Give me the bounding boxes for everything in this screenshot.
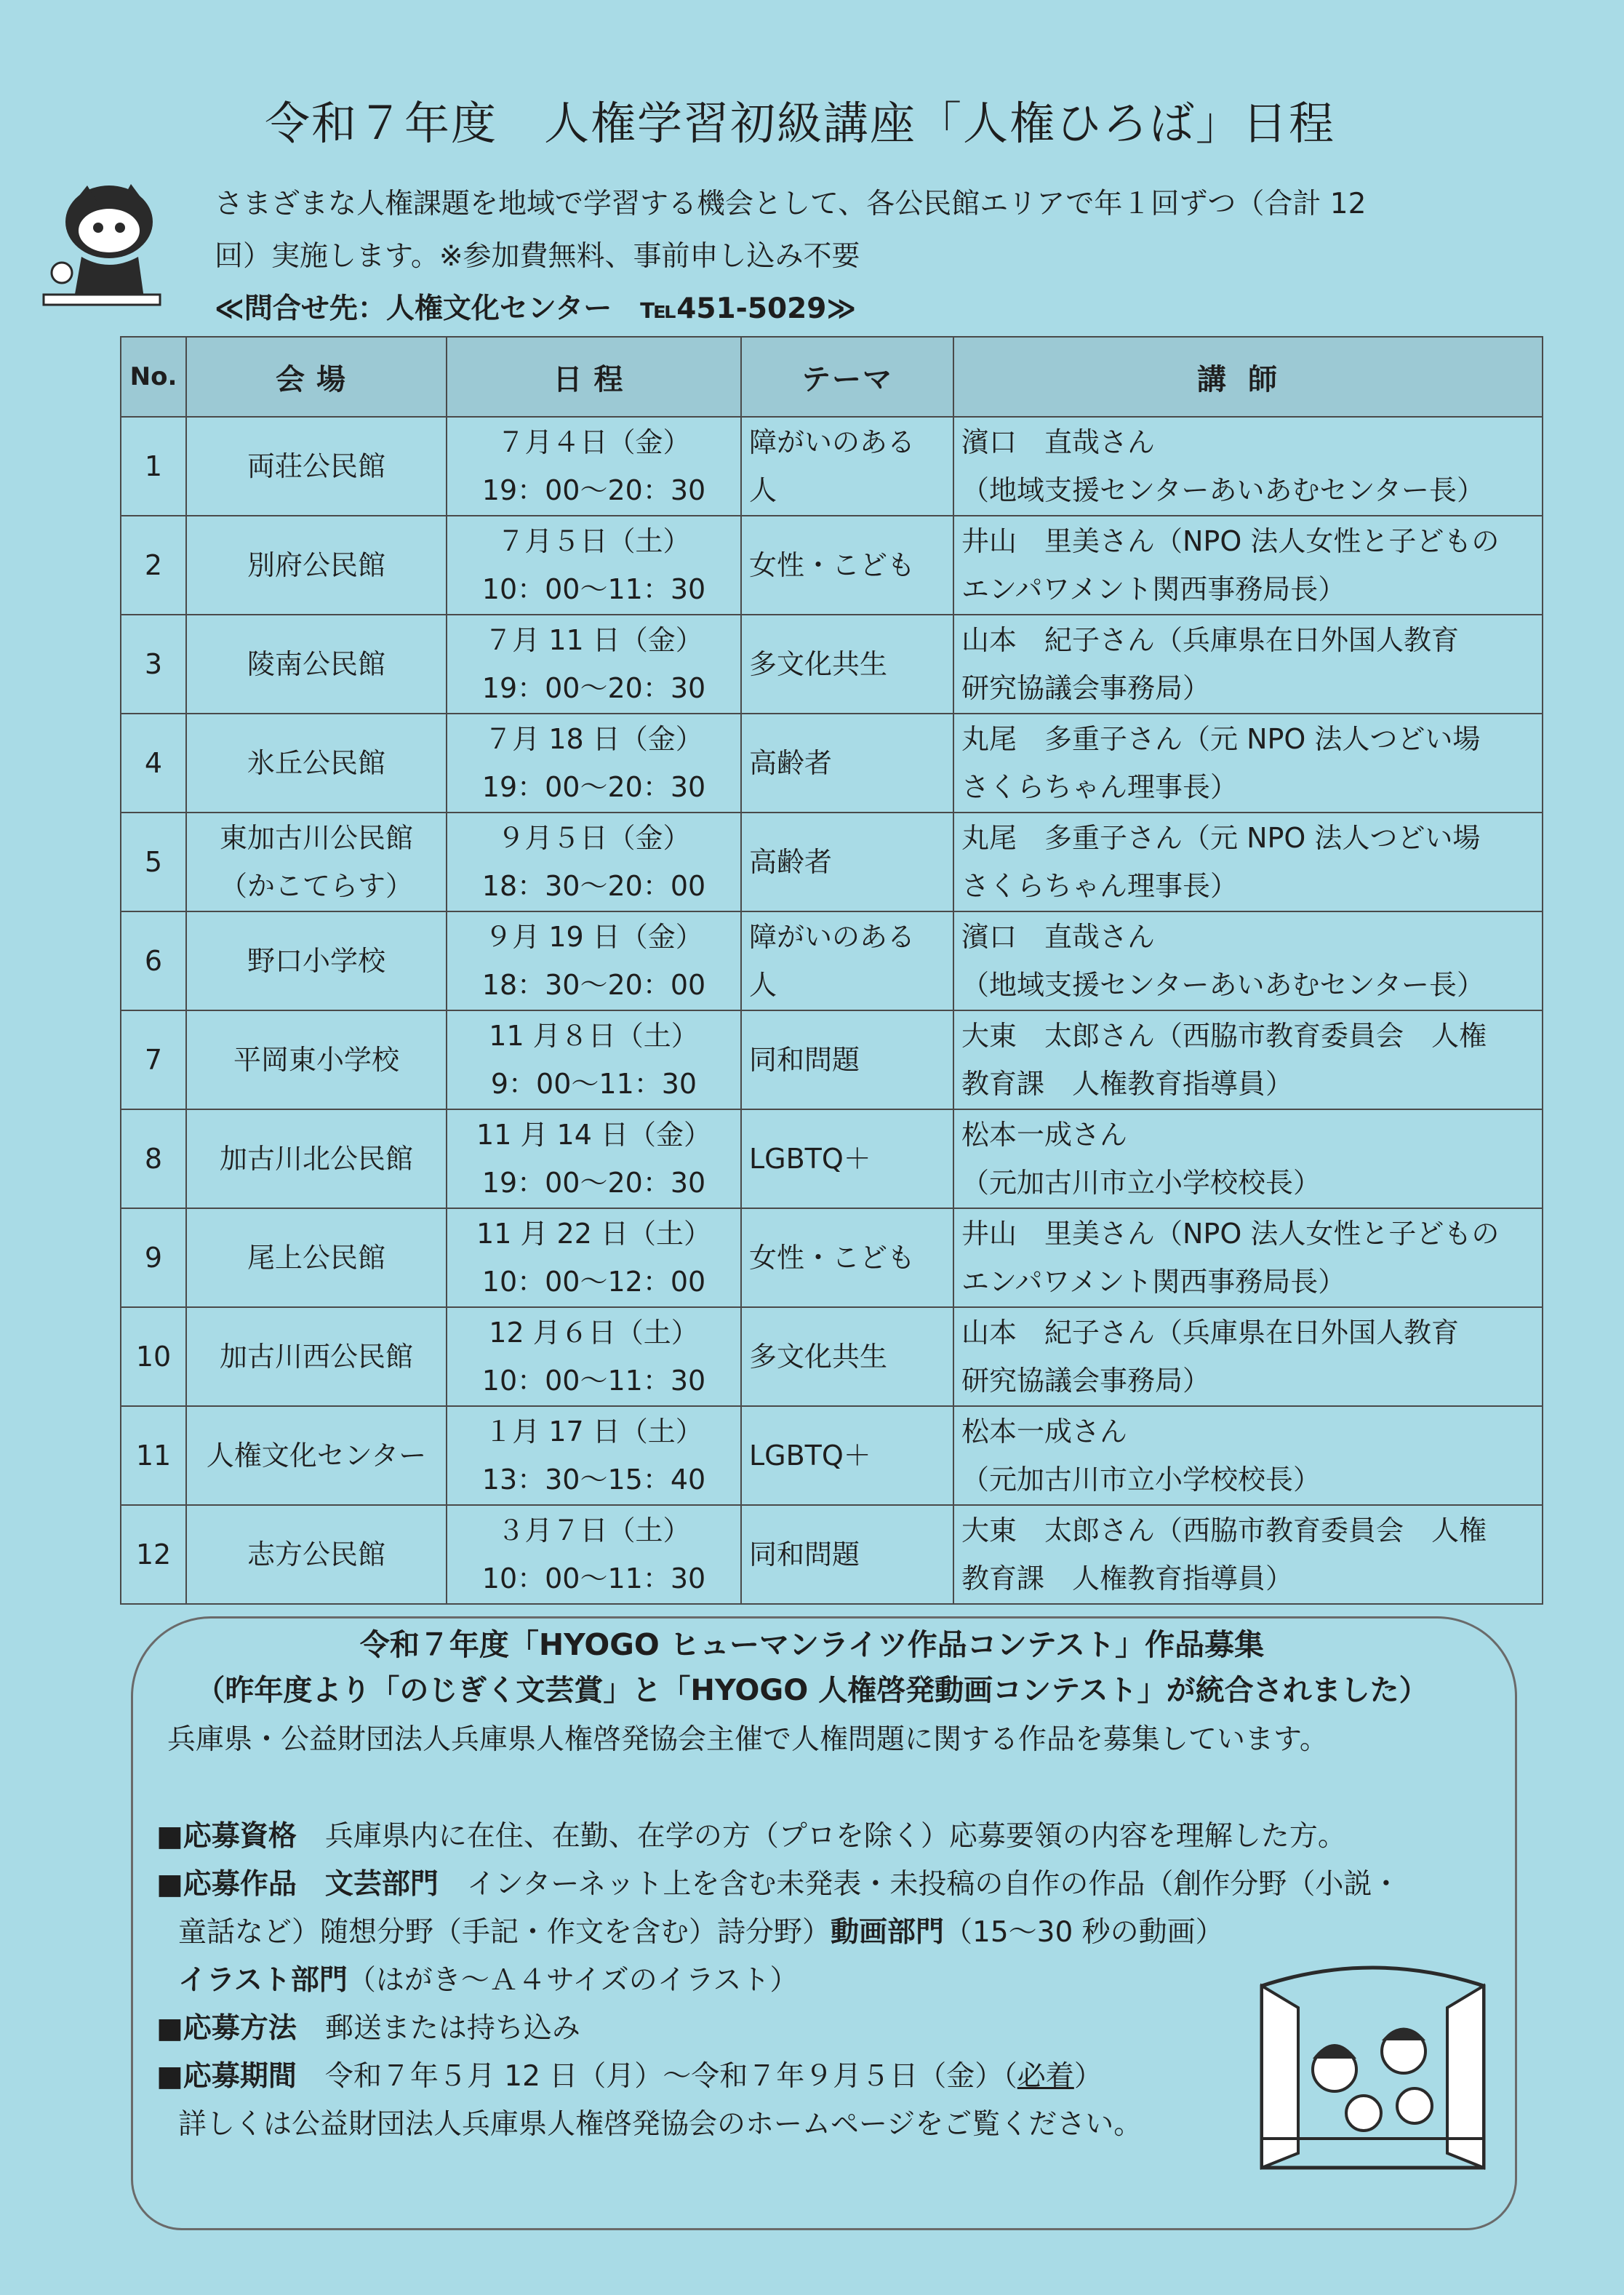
cell-venue-line: 尾上公民館: [247, 1242, 385, 1274]
cell-no: 1: [121, 417, 186, 516]
cell-theme-line: 女性・こども: [749, 549, 916, 581]
header-theme: テーマ: [741, 337, 953, 417]
cell-venue: [186, 813, 447, 911]
cell-lecturer: [953, 1208, 1543, 1307]
cell-date-line: 11 月 14 日（金）: [476, 1119, 711, 1151]
cell-theme: [741, 1406, 953, 1505]
table-row: [121, 911, 1543, 1010]
table-row: [121, 714, 1543, 813]
cell-lecturer-line: エンパワメント関西事務局長）: [961, 1266, 1346, 1298]
cell-no: 3: [121, 615, 186, 714]
cell-theme-line: LGBTQ＋: [749, 1440, 871, 1472]
cell-date-line: 10：00～11：30: [481, 1365, 706, 1397]
cell-theme-line: LGBTQ＋: [749, 1143, 871, 1175]
qualification-line: [156, 1813, 1465, 1861]
cell-venue-line: 両荘公民館: [247, 450, 385, 482]
cell-lecturer-line: 研究協議会事務局）: [961, 672, 1211, 704]
cell-lecturer-line: （元加古川市立小学校校長）: [961, 1464, 1321, 1496]
cell-venue: [186, 1307, 447, 1406]
cell-date: [447, 1307, 741, 1406]
cell-lecturer-line: 丸尾 多重子さん（元 NPO 法人つどい場: [961, 723, 1481, 755]
cell-venue: [186, 1010, 447, 1109]
cell-date: [447, 714, 741, 813]
illustration-category: イラスト部門: [178, 1964, 348, 1997]
cell-lecturer: [953, 714, 1543, 813]
cell-lecturer-line: 丸尾 多重子さん（元 NPO 法人つどい場: [961, 822, 1481, 854]
cell-date-line: 11 月８日（土）: [489, 1020, 699, 1052]
table-row: [121, 516, 1543, 615]
cell-date-line: ７月 11 日（金）: [484, 624, 703, 656]
cell-lecturer-line: 教育課 人権教育指導員）: [961, 1068, 1294, 1100]
header-date: 日程: [447, 337, 741, 417]
contest-title: 令和７年度「HYOGO ヒューマンライツ作品コンテスト」作品募集: [359, 1627, 1265, 1662]
cell-date-line: ７月 18 日（金）: [484, 723, 703, 755]
cell-date-line: 19：00～20：30: [481, 771, 706, 803]
cell-venue-line: 加古川北公民館: [219, 1143, 413, 1175]
cell-no: 2: [121, 516, 186, 615]
cell-no: 11: [121, 1406, 186, 1505]
cell-lecturer: [953, 1307, 1543, 1406]
table-row: [121, 1010, 1543, 1109]
cell-no: 10: [121, 1307, 186, 1406]
mascot-illustration: [29, 171, 175, 316]
cell-theme: [741, 1307, 953, 1406]
cell-venue: [186, 911, 447, 1010]
cell-theme-line: 多文化共生: [749, 648, 888, 680]
cell-theme-line: 女性・こども: [749, 1242, 916, 1274]
intro-text: [215, 178, 1480, 335]
cell-lecturer-line: （地域支援センターあいあむセンター長）: [961, 969, 1484, 1001]
table-header-row: [121, 337, 1543, 417]
cell-venue: [186, 516, 447, 615]
cell-lecturer-line: 教育課 人権教育指導員）: [961, 1562, 1294, 1594]
period-label: ■応募期間: [156, 2060, 297, 2093]
works-text-4: （はがき～Ａ４サイズのイラスト）: [347, 1964, 799, 1997]
cell-venue-line: 別府公民館: [247, 549, 385, 581]
qualification-text: 兵庫県内に在住、在勤、在学の方（プロを除く）応募要領の内容を理解した方。: [324, 1820, 1346, 1853]
table-row: [121, 1406, 1543, 1505]
cell-date: [447, 911, 741, 1010]
table-row: [121, 1208, 1543, 1307]
cell-lecturer: [953, 1505, 1543, 1604]
works-text-3: （15～30 秒の動画）: [944, 1916, 1224, 1949]
header-venue: 会場: [186, 337, 447, 417]
cell-lecturer-line: 井山 里美さん（NPO 法人女性と子どもの: [961, 1218, 1500, 1250]
cell-date-line: ９月 19 日（金）: [484, 921, 703, 953]
cell-date: [447, 516, 741, 615]
period-close: ）: [1073, 2060, 1103, 2093]
cell-venue-line: 加古川西公民館: [219, 1341, 413, 1373]
cell-theme-line: 同和問題: [749, 1044, 860, 1076]
cell-venue: [186, 1109, 447, 1208]
cell-no: 6: [121, 911, 186, 1010]
cell-date: [447, 1505, 741, 1604]
cell-date-line: 19：00～20：30: [481, 1167, 706, 1199]
literature-category: 文芸部門: [324, 1868, 439, 1901]
cell-venue: [186, 1406, 447, 1505]
cell-date-line: 19：00～20：30: [481, 672, 706, 704]
cell-date-line: 9：00～11：30: [490, 1068, 697, 1100]
cell-venue-line: 野口小学校: [247, 945, 385, 977]
cell-date-line: ７月５日（土）: [497, 525, 691, 557]
works-label: ■応募作品: [156, 1868, 297, 1901]
cell-theme: [741, 714, 953, 813]
cell-lecturer-line: さくらちゃん理事長）: [961, 771, 1239, 803]
cell-venue: [186, 1208, 447, 1307]
cell-date: [447, 1109, 741, 1208]
cell-theme: [741, 417, 953, 516]
cell-theme-line: 多文化共生: [749, 1341, 888, 1373]
cell-lecturer: [953, 813, 1543, 911]
cell-lecturer: [953, 1010, 1543, 1109]
cell-venue: [186, 714, 447, 813]
cell-theme-line: 同和問題: [749, 1538, 860, 1570]
page-title: 令和７年度 人権学習初級講座「人権ひろば」日程: [264, 97, 1335, 150]
cell-no: 5: [121, 813, 186, 911]
cell-theme: [741, 615, 953, 714]
method-label: ■応募方法: [156, 2012, 297, 2045]
cell-lecturer: [953, 1109, 1543, 1208]
cell-theme-line: 高齢者: [749, 846, 833, 878]
cell-venue: [186, 615, 447, 714]
intro-line-1: さまざまな人権課題を地域で学習する機会として、各公民館エリアで年１回ずつ（合計 12: [215, 188, 1367, 220]
cell-lecturer: [953, 516, 1543, 615]
video-category: 動画部門: [831, 1916, 945, 1949]
cell-no: 7: [121, 1010, 186, 1109]
works-line-2: [156, 1909, 1465, 1957]
works-text-1: インターネット上を含む未発表・未投稿の自作の作品（創作分野（小説・: [466, 1868, 1401, 1901]
cell-lecturer-line: 濱口 直哉さん: [961, 426, 1156, 458]
cell-venue-line: （かこてらす）: [219, 870, 413, 902]
cell-theme-line: 高齢者: [749, 747, 833, 779]
schedule-body: [121, 417, 1543, 1604]
cell-theme-line: 人: [749, 474, 777, 506]
cell-venue-line: 陵南公民館: [247, 648, 385, 680]
details-line: 詳しくは公益財団法人兵庫県人権啓発協会のホームページをご覧ください。: [178, 2108, 1143, 2141]
qualification-label: ■応募資格: [156, 1820, 297, 1853]
cell-lecturer-line: 大東 太郎さん（西脇市教育委員会 人権: [961, 1020, 1487, 1052]
cell-date-line: 13：30～15：40: [481, 1464, 706, 1496]
cell-date-line: 11 月 22 日（土）: [476, 1218, 711, 1250]
cell-theme: [741, 1505, 953, 1604]
cell-date-line: 10：00～11：30: [481, 573, 706, 605]
cell-date-line: ３月７日（土）: [497, 1514, 691, 1546]
cell-venue: [186, 1505, 447, 1604]
cell-lecturer-line: 松本一成さん: [961, 1119, 1128, 1151]
table-row: [121, 1307, 1543, 1406]
cell-theme: [741, 1208, 953, 1307]
cell-lecturer-line: 研究協議会事務局）: [961, 1365, 1211, 1397]
period-text: 令和７年５月 12 日（月）～令和７年９月５日（金）（: [324, 2060, 1017, 2093]
works-line-1: [156, 1861, 1465, 1909]
cell-theme-line: 障がいのある: [749, 921, 916, 953]
cell-theme: [741, 911, 953, 1010]
cell-date-line: 19：00～20：30: [481, 474, 706, 506]
cell-date: [447, 615, 741, 714]
table-row: [121, 1109, 1543, 1208]
cell-date-line: ７月４日（金）: [497, 426, 691, 458]
cell-venue-line: 志方公民館: [247, 1538, 385, 1570]
cell-theme: [741, 516, 953, 615]
cell-venue: [186, 417, 447, 516]
schedule-table: [120, 336, 1543, 1605]
cell-date: [447, 1208, 741, 1307]
cell-venue-line: 氷丘公民館: [247, 747, 385, 779]
cell-lecturer-line: 濱口 直哉さん: [961, 921, 1156, 953]
intro-line-2: 回）実施します。※参加費無料、事前申し込み不要: [215, 240, 860, 273]
cell-date-line: 12 月６日（土）: [489, 1317, 699, 1349]
cell-lecturer-line: 山本 紀子さん（兵庫県在日外国人教育: [961, 624, 1460, 656]
cell-lecturer-line: 大東 太郎さん（西脇市教育委員会 人権: [961, 1514, 1487, 1546]
cell-date: [447, 1010, 741, 1109]
cell-date-line: 10：00～12：00: [481, 1266, 706, 1298]
method-text: 郵送または持ち込み: [324, 2012, 580, 2045]
cell-no: 12: [121, 1505, 186, 1604]
cell-lecturer-line: エンパワメント関西事務局長）: [961, 573, 1346, 605]
family-window-illustration: [1247, 1957, 1498, 2175]
cell-date-line: １月 17 日（土）: [484, 1416, 703, 1448]
header-lecturer: 講師: [953, 337, 1543, 417]
table-row: [121, 615, 1543, 714]
contact-info: ≪問合せ先：人権文化センター ℡451-5029≫: [215, 292, 857, 325]
contest-subtitle: （昨年度より「のじぎく文芸賞」と「HYOGO 人権啓発動画コンテスト」が統合されました）: [196, 1674, 1428, 1707]
table-row: [121, 417, 1543, 516]
cell-lecturer-line: （元加古川市立小学校校長）: [961, 1167, 1321, 1199]
period-must: 必着: [1017, 2060, 1074, 2093]
cell-date-line: ９月５日（金）: [497, 822, 691, 854]
cell-date-line: 18：30～20：00: [481, 969, 706, 1001]
cell-venue-line: 人権文化センター: [206, 1440, 427, 1472]
cell-lecturer: [953, 615, 1543, 714]
contest-description: 兵庫県・公益財団法人兵庫県人権啓発協会主催で人権問題に関する作品を募集しています。: [167, 1723, 1328, 1756]
cell-venue-line: 東加古川公民館: [219, 822, 413, 854]
cell-date: [447, 417, 741, 516]
cell-no: 8: [121, 1109, 186, 1208]
cell-lecturer-line: さくらちゃん理事長）: [961, 870, 1239, 902]
cell-lecturer-line: 松本一成さん: [961, 1416, 1128, 1448]
cell-lecturer: [953, 1406, 1543, 1505]
cell-lecturer: [953, 417, 1543, 516]
cell-date-line: 18：30～20：00: [481, 870, 706, 902]
cell-lecturer-line: 井山 里美さん（NPO 法人女性と子どもの: [961, 525, 1500, 557]
cell-theme: [741, 1010, 953, 1109]
header-no: No.: [121, 337, 186, 417]
cell-lecturer: [953, 911, 1543, 1010]
cell-theme-line: 人: [749, 969, 777, 1001]
cell-theme: [741, 1109, 953, 1208]
works-text-2: 童話など）随想分野（手記・作文を含む）詩分野）: [178, 1916, 831, 1949]
cell-lecturer-line: 山本 紀子さん（兵庫県在日外国人教育: [961, 1317, 1460, 1349]
cell-date-line: 10：00～11：30: [481, 1562, 706, 1594]
table-row: [121, 1505, 1543, 1604]
cell-date: [447, 1406, 741, 1505]
cell-theme: [741, 813, 953, 911]
cell-no: 4: [121, 714, 186, 813]
cell-lecturer-line: （地域支援センターあいあむセンター長）: [961, 474, 1484, 506]
cell-no: 9: [121, 1208, 186, 1307]
cell-theme-line: 障がいのある: [749, 426, 916, 458]
cell-venue-line: 平岡東小学校: [233, 1044, 399, 1076]
cell-date: [447, 813, 741, 911]
table-row: [121, 813, 1543, 911]
